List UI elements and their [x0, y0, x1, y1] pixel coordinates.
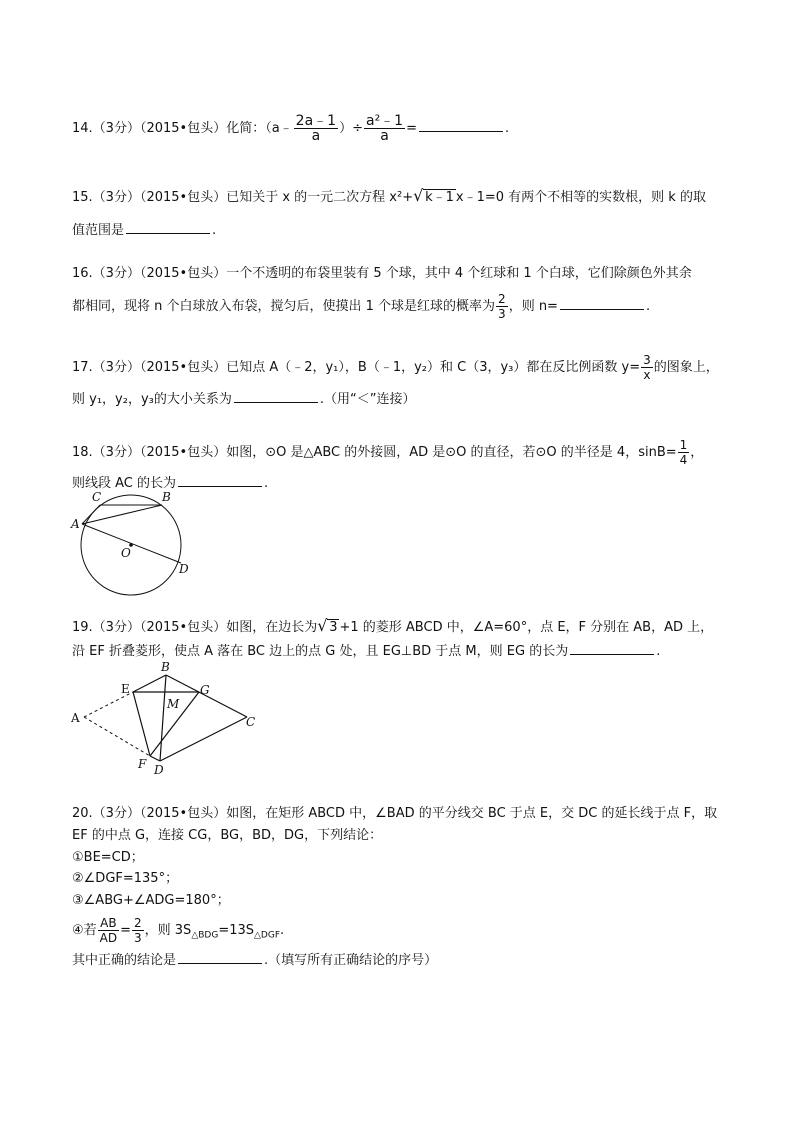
question-19-line-2: 沿 EF 折叠菱形，使点 A 落在 BC 边上的点 G 处，且 EG⊥BD 于点 M，则 EG 的长为 .: [72, 641, 732, 662]
q14-fraction-1: $\frac{2a﹣1}{a}$: [295, 113, 337, 144]
label-o: O: [121, 546, 131, 560]
question-20-answer-line: 其中正确的结论是 .（填写所有正确结论的序号）: [72, 950, 732, 971]
question-17-line-2: 则 y₁，y₂，y₃的大小关系为 .（用“＜”连接）: [72, 389, 732, 410]
question-16-line-2: 都相同，现将 n 个白球放入布袋，搅匀后，使摸出 1 个球是红球的概率为 $\frac{2}{3}$ ，则 n= .: [72, 292, 651, 321]
question-19: 19.（3分）（2015•包头）如图，在边长为 √ 3 +1 的菱形 ABCD 中，∠A=60°，点 E，F 分别在 AB，AD 上，: [72, 618, 732, 638]
q19-answer-blank[interactable]: [570, 641, 654, 655]
conclusion-2: ②∠DGF=135°；: [72, 871, 179, 886]
q14-prefix: 14.（3分）（2015•包头）化简：（a﹣: [72, 121, 293, 136]
q20-fraction-ab-ad: $\frac{AB}{AD}$: [99, 916, 118, 945]
question-18: 18.（3分）（2015•包头）如图，⊙O 是△ABC 的外接圆，AD 是⊙O 的直径，若⊙O 的半径是 4，sinB= $\frac{1}{4}$ ，: [72, 438, 704, 467]
label-e: E: [121, 682, 130, 696]
segment-ac: [82, 505, 100, 524]
q19-rhombus-figure: [66, 662, 266, 778]
q18-fraction: $\frac{1}{4}$: [679, 438, 688, 467]
q20-fraction-2-3: $\frac{2}{3}$: [134, 916, 142, 945]
q14-mid: ）÷: [339, 121, 363, 136]
conclusion-3: ③∠ABG+∠ADG=180°；: [72, 893, 230, 908]
label-b: B: [161, 662, 170, 674]
q16-answer-blank[interactable]: [560, 296, 644, 310]
q19-sqrt: √ 3: [317, 616, 338, 635]
question-20: 20.（3分）（2015•包头）如图，在矩形 ABCD 中，∠BAD 的平分线交 BC 于点 E，交 DC 的延长线于点 F，取: [72, 806, 718, 821]
q14-suffix: =: [406, 121, 417, 136]
segment-eb: [133, 675, 166, 692]
conclusion-4: ④若 $\frac{AB}{AD}$ = $\frac{2}{3}$ ，则 $3S_{\triangle BDG}=13S_{\triangle DGF}$.: [72, 916, 285, 945]
question-14: 14.（3分）（2015•包头）化简：（a﹣ $\frac{2a﹣1}{a}$ ）÷ $\frac{\text{a²﹣1}}{a}$ = .: [72, 113, 510, 144]
label-m: M: [167, 697, 180, 711]
label-c: C: [92, 490, 102, 504]
conclusion-1: ①BE=CD；: [72, 850, 144, 865]
label-f: F: [138, 757, 147, 771]
q14-answer-blank[interactable]: [419, 118, 503, 132]
question-20-line-2: EF 的中点 G，连接 CG，BG，BD，DG，下列结论：: [72, 828, 383, 843]
label-c: C: [246, 715, 256, 729]
q18-circle-figure: [66, 488, 206, 598]
label-d: D: [154, 763, 164, 777]
question-16: 16.（3分）（2015•包头）一个不透明的布袋里装有 5 个球，其中 4 个红球和 1 个白球，它们除颜色外其余: [72, 266, 692, 281]
segment-af-dashed: [84, 717, 150, 756]
q16-fraction: $\frac{2}{3}$: [498, 292, 506, 321]
segment-ab: [82, 505, 162, 524]
label-b: B: [162, 490, 171, 504]
radical-sign-icon: √: [317, 616, 328, 635]
q17-fraction: $\frac{3}{x}$: [643, 353, 651, 382]
q18-answer-blank[interactable]: [178, 473, 262, 487]
label-g: G: [200, 683, 210, 697]
q20-answer-blank[interactable]: [178, 950, 262, 964]
segment-cd: [160, 717, 247, 761]
q17-answer-blank[interactable]: [234, 389, 318, 403]
label-d: D: [179, 562, 189, 576]
label-a: A: [71, 517, 80, 531]
label-a: A: [71, 711, 80, 725]
question-15-line-2: 值范围是 .: [72, 220, 732, 241]
question-15: 15.（3分）（2015•包头）已知关于 x 的一元二次方程 x²+ √ k﹣1 x﹣1=0 有两个不相等的实数根，则 k 的取: [72, 188, 732, 208]
segment-fd: [150, 756, 160, 761]
question-17: 17.（3分）（2015•包头）已知点 A（﹣2，y₁），B（﹣1，y₂）和 C（3，y₃）都在反比例函数 y= $\frac{3}{x}$ 的图象上，: [72, 353, 719, 382]
q15-sqrt: √ k﹣1: [413, 186, 454, 205]
segment-ef: [133, 692, 150, 756]
segment-bd: [160, 675, 166, 761]
q14-fraction-2: $\frac{\text{a²﹣1}}{a}$: [365, 113, 404, 144]
question-18-line-2: 则线段 AC 的长为 .: [72, 473, 732, 494]
radical-sign-icon: √: [413, 186, 424, 205]
q15-answer-blank[interactable]: [126, 220, 210, 234]
